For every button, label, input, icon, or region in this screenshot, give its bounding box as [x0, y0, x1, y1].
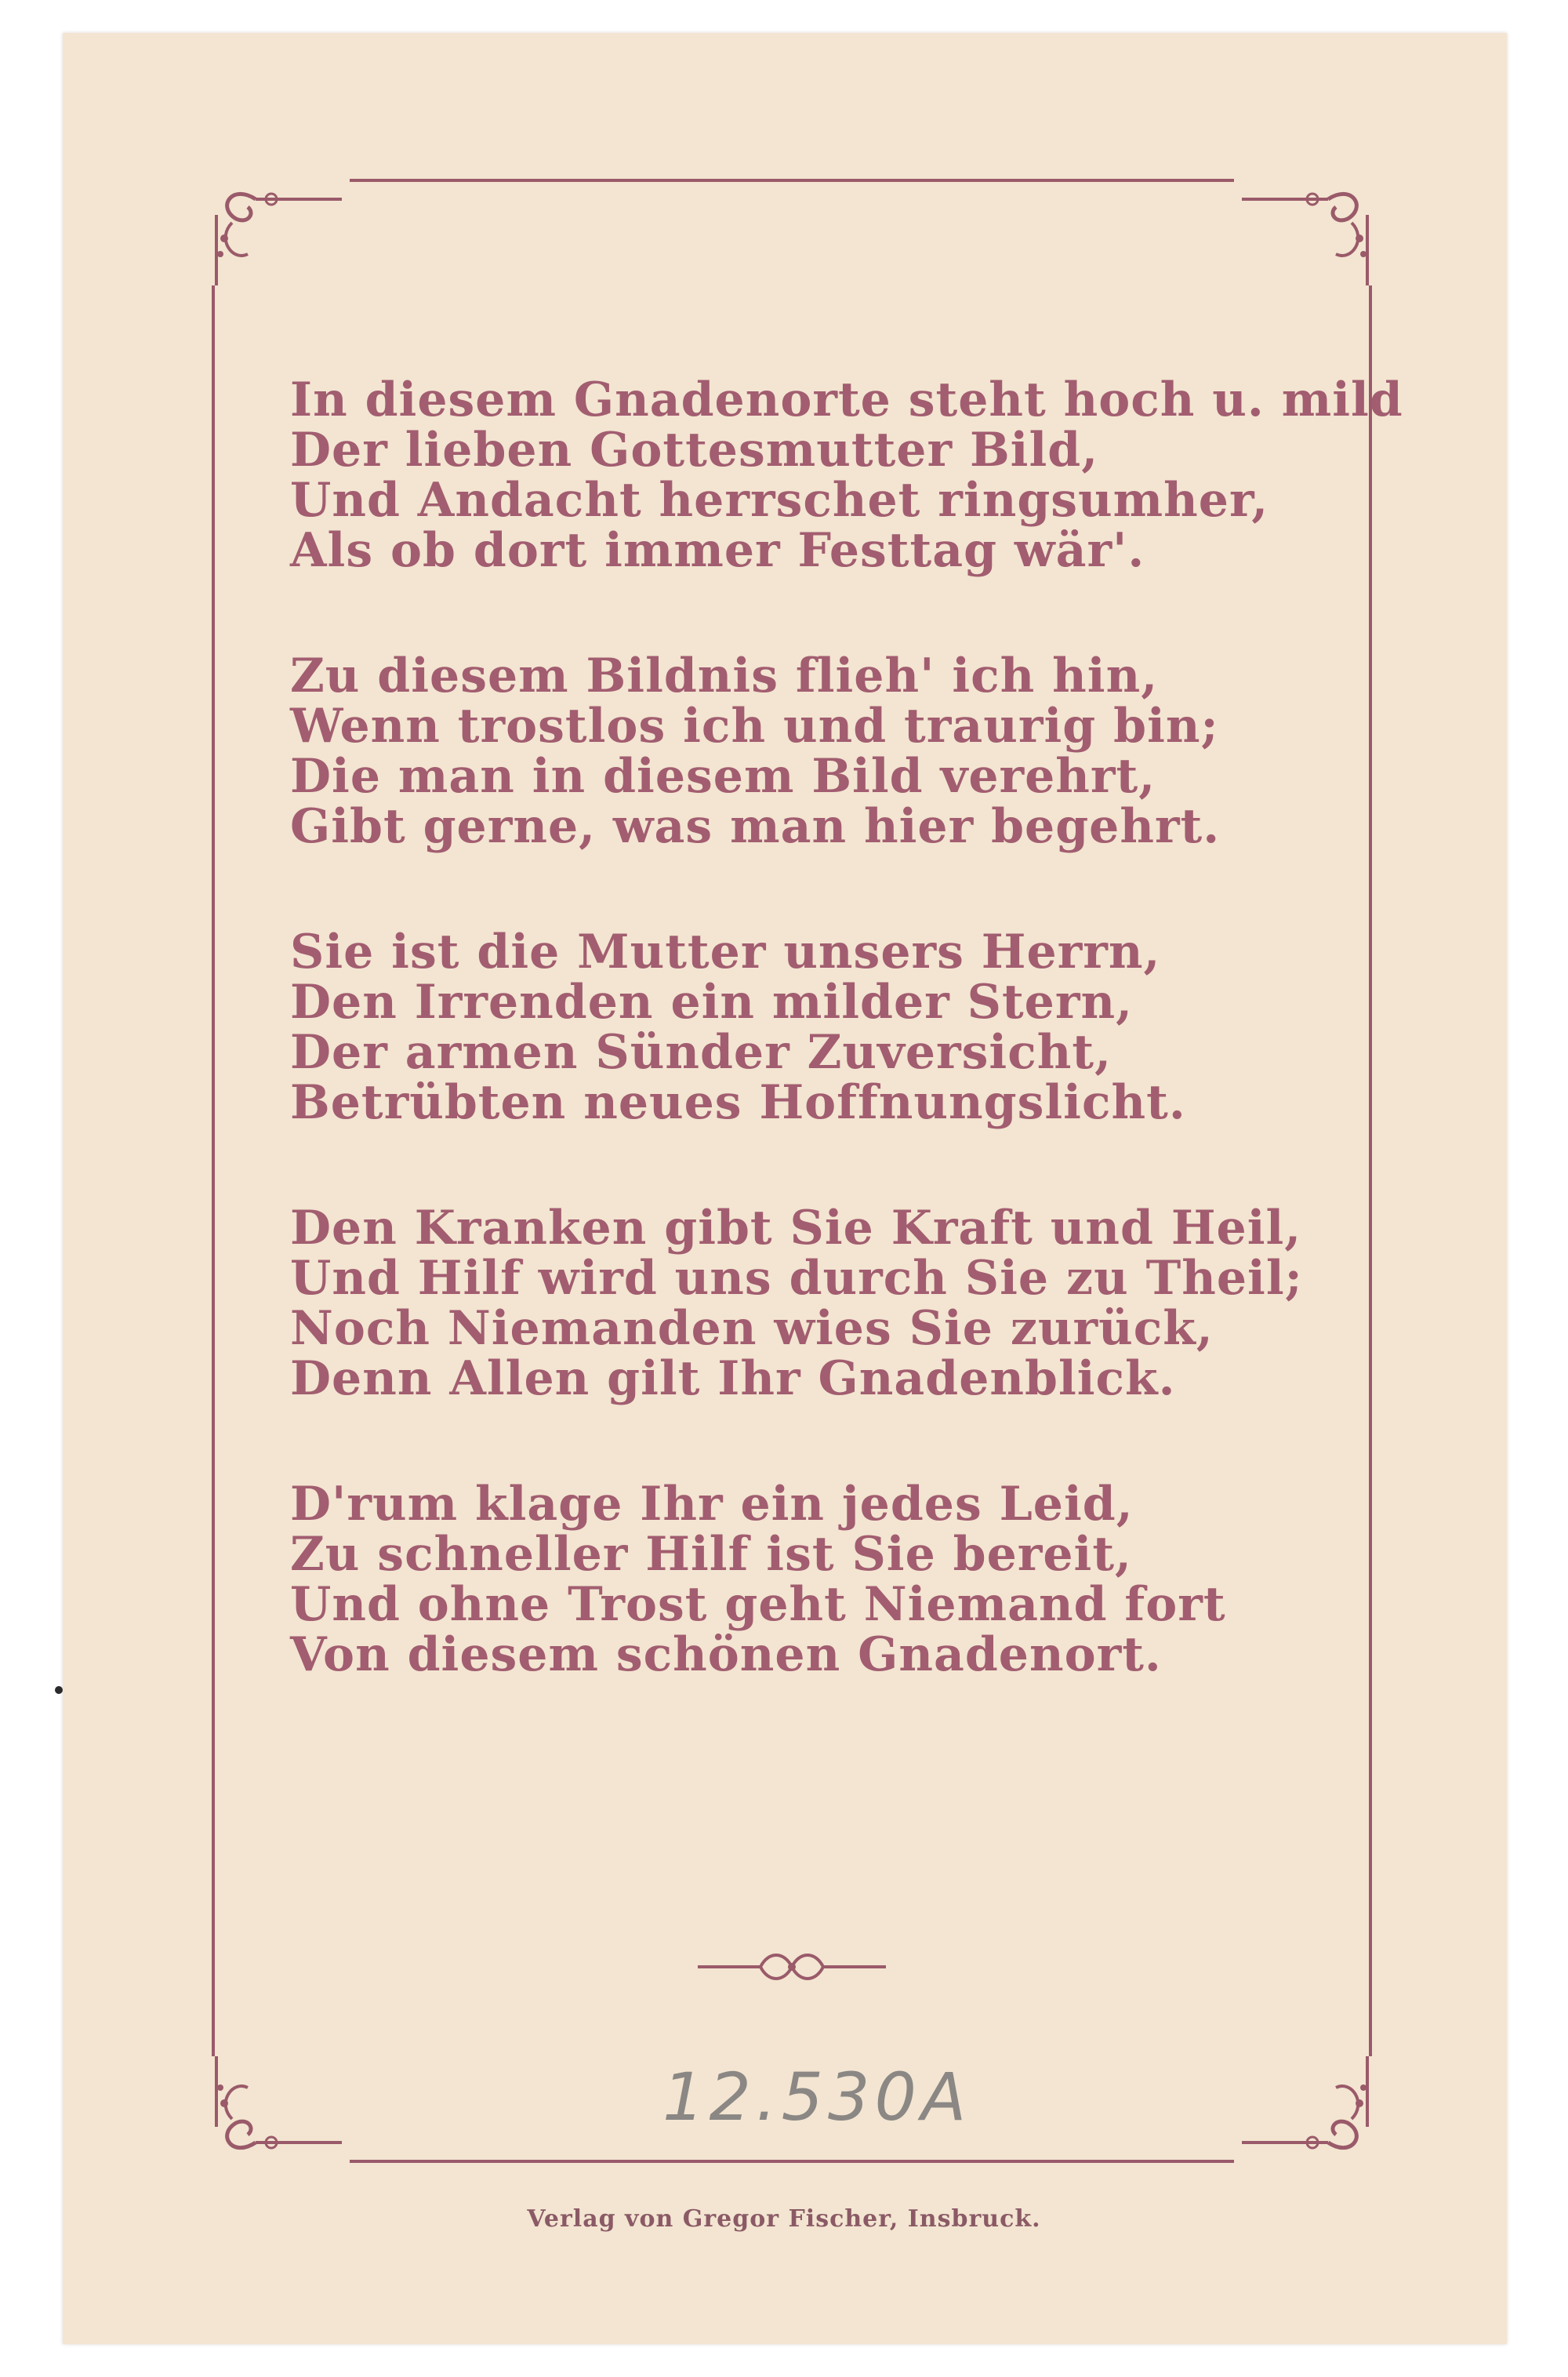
verse-line: Wenn trostlos ich und traurig bin;: [290, 699, 1219, 754]
stanza: [290, 1479, 1333, 1680]
corner-ornament-icon: [1234, 168, 1383, 285]
verse-line: Zu schneller Hilf ist Sie bereit,: [290, 1527, 1132, 1582]
verse-line: Die man in diesem Bild verehrt,: [290, 749, 1156, 804]
verse-line: Zu diesem Bildnis flieh' ich hin,: [290, 649, 1159, 703]
verse-line: In diesem Gnadenorte steht hoch u. mild: [290, 373, 1403, 427]
corner-ornament-icon: [201, 2056, 350, 2174]
verse-line: Den Kranken gibt Sie Kraft und Heil,: [290, 1201, 1302, 1256]
ink-speck: [55, 1686, 63, 1694]
verse-line: Denn Allen gilt Ihr Gnadenblick.: [290, 1351, 1176, 1406]
stanza: [290, 1203, 1333, 1404]
stanza: [290, 927, 1333, 1128]
poem: [290, 373, 1403, 1755]
verse-line: Gibt gerne, was man hier begehrt.: [290, 799, 1221, 854]
verse-line: Sie ist die Mutter unsers Herrn,: [290, 925, 1161, 980]
verse-line: Der lieben Gottesmutter Bild,: [290, 423, 1099, 478]
verse-line: Noch Niemanden wies Sie zurück,: [290, 1301, 1214, 1356]
verse-line: Als ob dort immer Festtag wär'.: [290, 523, 1145, 578]
publisher-imprint: Verlag von Gregor Fischer, Insbruck.: [527, 2205, 1041, 2233]
verse-line: Und ohne Trost geht Niemand fort: [290, 1577, 1226, 1632]
stanza: [290, 373, 1403, 578]
verse-line: Und Andacht herrschet ringsumher,: [290, 473, 1269, 528]
flourish-divider-icon: [698, 1943, 886, 1990]
verse-line: Der armen Sünder Zuversicht,: [290, 1025, 1112, 1080]
verse-line: Und Hilf wird uns durch Sie zu Theil;: [290, 1251, 1303, 1306]
verse-line: D'rum klage Ihr ein jedes Leid,: [290, 1477, 1134, 1532]
verse-line: Den Irrenden ein milder Stern,: [290, 975, 1133, 1030]
handwritten-catalog-number: 12.530A: [662, 2059, 971, 2135]
verse-line: Von diesem schönen Gnadenort.: [290, 1627, 1162, 1682]
verse-line: Betrübten neues Hoffnungslicht.: [290, 1075, 1186, 1130]
corner-ornament-icon: [1234, 2056, 1383, 2174]
stanza: [290, 651, 1333, 852]
corner-ornament-icon: [201, 168, 350, 285]
